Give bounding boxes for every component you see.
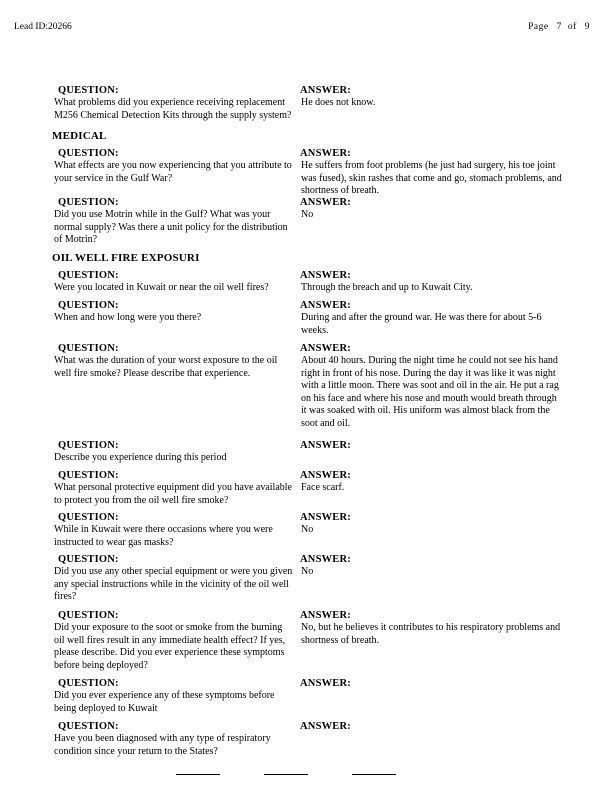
question-label: QUESTION: [58,610,119,621]
question-label: QUESTION: [58,554,119,565]
answer-label: ANSWER: [300,554,351,565]
question-text: Did you use any other special equipment or were you given any special instructions while in the vicinity of the oil well fires? [54,566,293,603]
qa-row [52,342,564,439]
answer-column [300,342,564,431]
question-label: QUESTION: [58,343,119,354]
answer-label: ANSWER: [300,512,351,523]
question-text: Were you located in Kuwait or near the oil well fires? [54,282,269,293]
qa-content [52,84,564,762]
section-title: MEDICAL [52,130,107,142]
answer-column [300,553,564,579]
lead-id-label: Lead ID: [14,22,49,32]
question-column [52,469,294,507]
question-label: QUESTION: [58,721,119,732]
question-column [52,299,294,325]
question-label: QUESTION: [58,470,119,481]
answer-label: ANSWER: [300,470,351,481]
question-label: QUESTION: [58,197,119,208]
question-label: QUESTION: [58,270,119,281]
answer-text: No [301,566,314,577]
answer-label: ANSWER: [300,148,351,159]
answer-label: ANSWER: [300,300,351,311]
question-column [52,147,294,185]
answer-label: ANSWER: [300,440,351,451]
qa-row [52,439,564,469]
question-label: QUESTION: [58,85,119,96]
qa-row [52,469,564,511]
question-text: Did you use Motrin while in the Gulf? What was your normal supply? Was there a unit policy for the distribution of Motrin? [54,209,288,246]
answer-label: ANSWER: [300,197,351,208]
answer-column [300,196,564,222]
answer-text: Face scarf. [301,482,345,493]
question-label: QUESTION: [58,148,119,159]
answer-label: ANSWER: [300,85,351,96]
answer-text: Through the breach and up to Kuwait City. [301,282,473,293]
question-label: QUESTION: [58,512,119,523]
question-text: Did you ever experience any of these symptoms before being deployed to Kuwait [54,690,275,714]
question-text: When and how long were you there? [54,312,202,323]
section-heading-medical [52,130,564,147]
answer-text: No [301,524,314,535]
qa-row [52,511,564,553]
footer-rules [0,772,612,778]
page-of-label: of [567,22,577,32]
answer-label: ANSWER: [300,721,351,732]
page-total: 9 [584,22,590,32]
question-label: QUESTION: [58,300,119,311]
answer-text: During and after the ground war. He was there for about 5-6 weeks. [301,312,542,336]
question-column [52,511,294,549]
qa-row [52,196,564,252]
question-text: Have you been diagnosed with any type of respiratory condition since your return to the States? [54,733,271,757]
question-column [52,677,294,715]
question-column [52,439,294,465]
question-column [52,553,294,604]
question-text: What personal protective equipment did you have available to protect you from the oil well fire smoke? [54,482,292,506]
lead-id [14,22,72,32]
answer-column [300,147,564,198]
page-header [14,22,598,38]
answer-text: No, but he believes it contributes to his respiratory problems and shortness of breath. [301,622,561,646]
question-text: Did your exposure to the soot or smoke from the burning oil well fires result in any immediate health effect? If yes, please describe. Did you ever experience these symptoms before being deployed? [54,622,286,671]
qa-row [52,720,564,762]
page-number [528,22,590,32]
answer-label: ANSWER: [300,343,351,354]
answer-column [300,439,564,452]
question-column [52,196,294,247]
question-label: QUESTION: [58,440,119,451]
answer-label: ANSWER: [300,270,351,281]
page-current: 7 [556,22,562,32]
answer-column [300,677,564,690]
qa-row [52,269,564,299]
question-text: What effects are you now experiencing that you attribute to your service in the Gulf War? [54,160,292,184]
qa-row [52,553,564,609]
qa-row [52,609,564,677]
answer-column [300,720,564,733]
section-title: OIL WELL FIRE EXPOSURI [52,252,200,264]
answer-column [300,469,564,495]
question-text: What was the duration of your worst exposure to the oil well fire smoke? Please describe that experience. [54,355,278,379]
question-column [52,720,294,758]
qa-row [52,677,564,720]
answer-column [300,511,564,537]
answer-text: About 40 hours. During the night time he could not see his hand right in front of his nose. During the day it was like it was night with a little moon. There was soot and oil in the air. He put a rag on his face and where his nose and mouth would breath through it was soaked with oil. His uniform was almost black from the soot and oil. [301,355,559,429]
section-heading-wrap [52,130,294,142]
answer-column [300,609,564,647]
question-text: What problems did you experience receiving replacement M256 Chemical Detection Kits through the supply system? [54,97,292,121]
page-label: Page [528,22,549,32]
answer-column [300,84,564,110]
answer-text: He suffers from foot problems (he just had surgery, his toe joint was fused), skin rashes that come and go, stomach problems, and shortness of breath. [301,160,562,197]
qa-row [52,299,564,342]
answer-text: He does not know. [301,97,376,108]
answer-text: No [301,209,314,220]
answer-label: ANSWER: [300,678,351,689]
footer-rule-1 [176,774,220,775]
qa-row [52,147,564,196]
question-text: Describe you experience during this period [54,452,227,463]
footer-rule-2 [264,774,308,775]
qa-row [52,84,564,130]
answer-column [300,299,564,337]
lead-id-value: 20266 [48,22,72,32]
section-heading-oil-well [52,252,564,269]
section-heading-wrap [52,252,294,264]
answer-label: ANSWER: [300,610,351,621]
question-column [52,84,294,122]
footer-rule-3 [352,774,396,775]
question-column [52,269,294,295]
question-column [52,342,294,380]
question-label: QUESTION: [58,678,119,689]
question-column [52,609,294,672]
answer-column [300,269,564,295]
question-text: While in Kuwait were there occasions where you were instructed to wear gas masks? [54,524,273,548]
